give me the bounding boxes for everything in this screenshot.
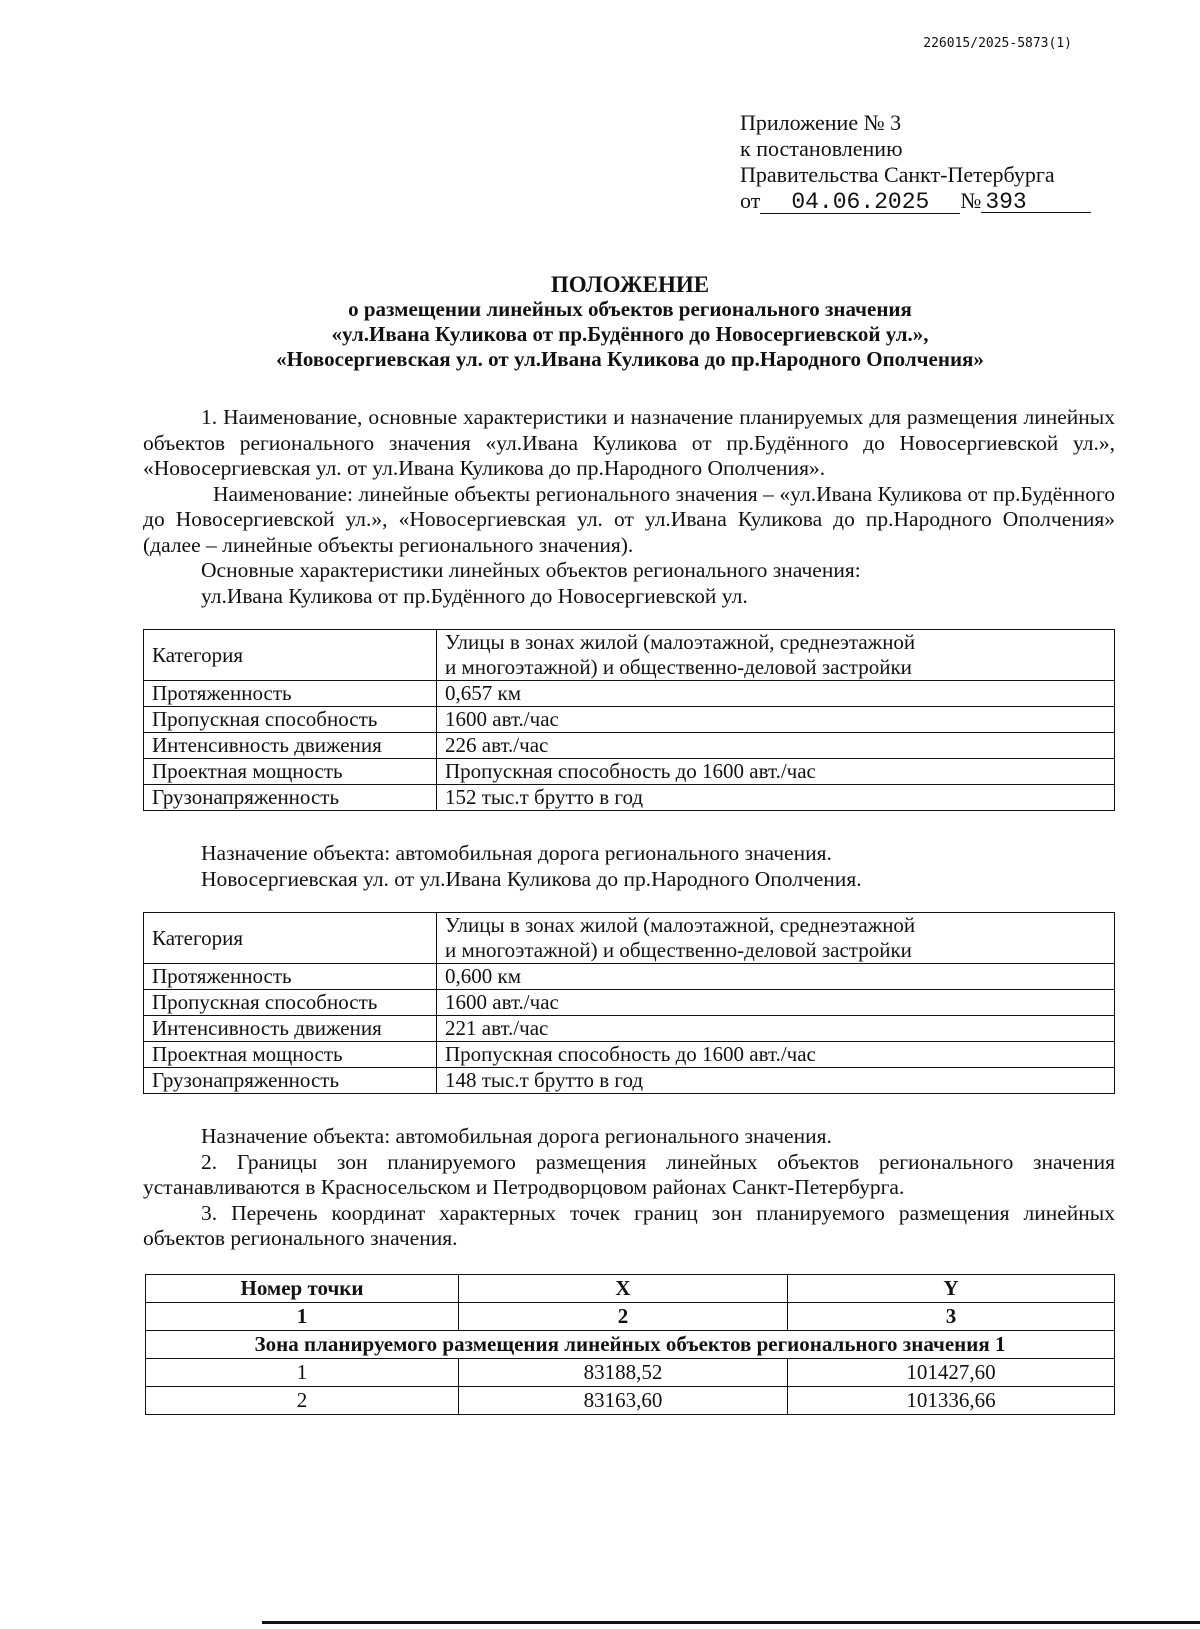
road-2-name: Новосергиевская ул. от ул.Ивана Куликова до пр.Народного Ополчения. xyxy=(201,866,862,891)
column-header: Y xyxy=(788,1274,1115,1302)
category-value-line: и многоэтажной) и общественно-деловой застройки xyxy=(445,655,912,679)
table-cell-key: Протяженность xyxy=(144,681,437,707)
table-cell-key: Протяженность xyxy=(144,964,437,990)
table-cell-key: Интенсивность движения xyxy=(144,1016,437,1042)
road-1-name: ул.Ивана Куликова от пр.Будённого до Новосергиевской ул. xyxy=(201,583,748,608)
decree-date: 04.06.2025 xyxy=(760,191,960,214)
coord-y: 101336,66 xyxy=(788,1386,1115,1414)
zone-row xyxy=(146,1330,1115,1358)
table-cell-value: 0,600 км xyxy=(437,964,1115,990)
appendix-header xyxy=(740,110,1091,214)
point-number: 2 xyxy=(146,1386,459,1414)
table-row xyxy=(144,759,1115,785)
table-row xyxy=(144,681,1115,707)
document-body xyxy=(143,405,1115,1415)
table-cell-value: 152 тыс.т брутто в год xyxy=(437,785,1115,811)
table-cell-value: 0,657 км xyxy=(437,681,1115,707)
table-cell-value: 1600 авт./час xyxy=(437,707,1115,733)
road-2-purpose: Назначение объекта: автомобильная дорога регионального значения. xyxy=(201,1124,832,1148)
coordinates-table xyxy=(145,1274,1115,1415)
road-2-spec-table xyxy=(143,912,1115,1094)
from-label: от xyxy=(740,188,761,213)
table-cell-key: Пропускная способность xyxy=(144,707,437,733)
point-number: 1 xyxy=(146,1358,459,1386)
number-label: № xyxy=(960,188,982,213)
table-row xyxy=(144,990,1115,1016)
table-cell-key: Категория xyxy=(144,630,437,681)
coord-y: 101427,60 xyxy=(788,1358,1115,1386)
table-cell-key: Категория xyxy=(144,913,437,964)
table-cell-key: Проектная мощность xyxy=(144,1042,437,1068)
table-cell-value: 226 авт./час xyxy=(437,733,1115,759)
appendix-line: к постановлению xyxy=(740,136,903,161)
document-title xyxy=(100,272,1160,372)
road-1-purpose: Назначение объекта: автомобильная дорога регионального значения. xyxy=(201,841,832,865)
category-value-line: Улицы в зонах жилой (малоэтажной, среднеэтажной xyxy=(445,630,916,654)
road-1-spec-table xyxy=(143,629,1115,811)
table-row xyxy=(144,964,1115,990)
coord-x: 83188,52 xyxy=(459,1358,788,1386)
title-line: «Новосергиевская ул. от ул.Ивана Куликова до пр.Народного Ополчения» xyxy=(276,347,984,371)
section-2: 2. Границы зон планируемого размещения линейных объектов регионального значения устанавливаются в Красносельском и Петродворцовом районах Санкт-Петербурга. xyxy=(143,1149,1115,1199)
table-row xyxy=(144,785,1115,811)
table-cell-value: 1600 авт./час xyxy=(437,990,1115,1016)
table-row xyxy=(146,1386,1115,1414)
table-cell-key: Интенсивность движения xyxy=(144,733,437,759)
table-cell-value: Пропускная способность до 1600 авт./час xyxy=(437,1042,1115,1068)
column-number: 3 xyxy=(788,1302,1115,1330)
table-row xyxy=(144,1042,1115,1068)
table-cell-value xyxy=(437,913,1115,964)
table-header-row xyxy=(146,1302,1115,1330)
column-number: 1 xyxy=(146,1302,459,1330)
appendix-line: Правительства Санкт-Петербурга xyxy=(740,162,1055,187)
section-3: 3. Перечень координат характерных точек границ зон планируемого размещения линейных объектов регионального значения. xyxy=(143,1200,1115,1250)
zone-title: Зона планируемого размещения линейных объектов регионального значения 1 xyxy=(146,1330,1115,1358)
section-1-intro: 1. Наименование, основные характеристики и назначение планируемых для размещения линейных объектов регионального значения «ул.Ивана Куликова от пр.Будённого до Новосергиевской ул.», «Новосергиевская ул. от ул.Ивана Куликова до пр.Народного Ополчения». xyxy=(143,405,1115,480)
appendix-line: Приложение № 3 xyxy=(740,110,902,135)
table-row xyxy=(144,913,1115,964)
registration-number: 226015/2025-5873(1) xyxy=(923,36,1072,51)
table-cell-value: 221 авт./час xyxy=(437,1016,1115,1042)
title-line: о размещении линейных объектов регионального значения xyxy=(348,297,912,321)
section-1-naming: Наименование: линейные объекты регионального значения – «ул.Ивана Куликова от пр.Будённого до Новосергиевской ул.», «Новосергиевская ул. от ул.Ивана Куликова до пр.Народного Ополчения» (далее – линейные объекты регионального значения). xyxy=(143,481,1115,557)
appendix-date-line xyxy=(740,188,1091,214)
column-header: X xyxy=(459,1274,788,1302)
category-value-line: Улицы в зонах жилой (малоэтажной, среднеэтажной xyxy=(445,913,916,937)
table-cell-key: Грузонапряженность xyxy=(144,785,437,811)
title-line: «ул.Ивана Куликова от пр.Будённого до Новосергиевской ул.», xyxy=(331,322,929,346)
table-cell-key: Проектная мощность xyxy=(144,759,437,785)
table-row xyxy=(146,1358,1115,1386)
table-row xyxy=(144,733,1115,759)
column-header: Номер точки xyxy=(146,1274,459,1302)
decree-number: 393 xyxy=(981,191,1091,213)
table-cell-value: Пропускная способность до 1600 авт./час xyxy=(437,759,1115,785)
table-cell-key: Пропускная способность xyxy=(144,990,437,1016)
coord-x: 83163,60 xyxy=(459,1386,788,1414)
table-cell-key: Грузонапряженность xyxy=(144,1068,437,1094)
page-title: ПОЛОЖЕНИЕ xyxy=(550,272,710,297)
column-number: 2 xyxy=(459,1302,788,1330)
table-row xyxy=(144,630,1115,681)
table-row xyxy=(144,707,1115,733)
table-cell-value xyxy=(437,630,1115,681)
category-value-line: и многоэтажной) и общественно-деловой застройки xyxy=(445,938,912,962)
table-row xyxy=(144,1068,1115,1094)
table-row xyxy=(144,1016,1115,1042)
table-cell-value: 148 тыс.т брутто в год xyxy=(437,1068,1115,1094)
page-bottom-rule xyxy=(262,1621,1200,1624)
characteristics-heading: Основные характеристики линейных объектов регионального значения: xyxy=(201,558,861,582)
table-header-row xyxy=(146,1274,1115,1302)
